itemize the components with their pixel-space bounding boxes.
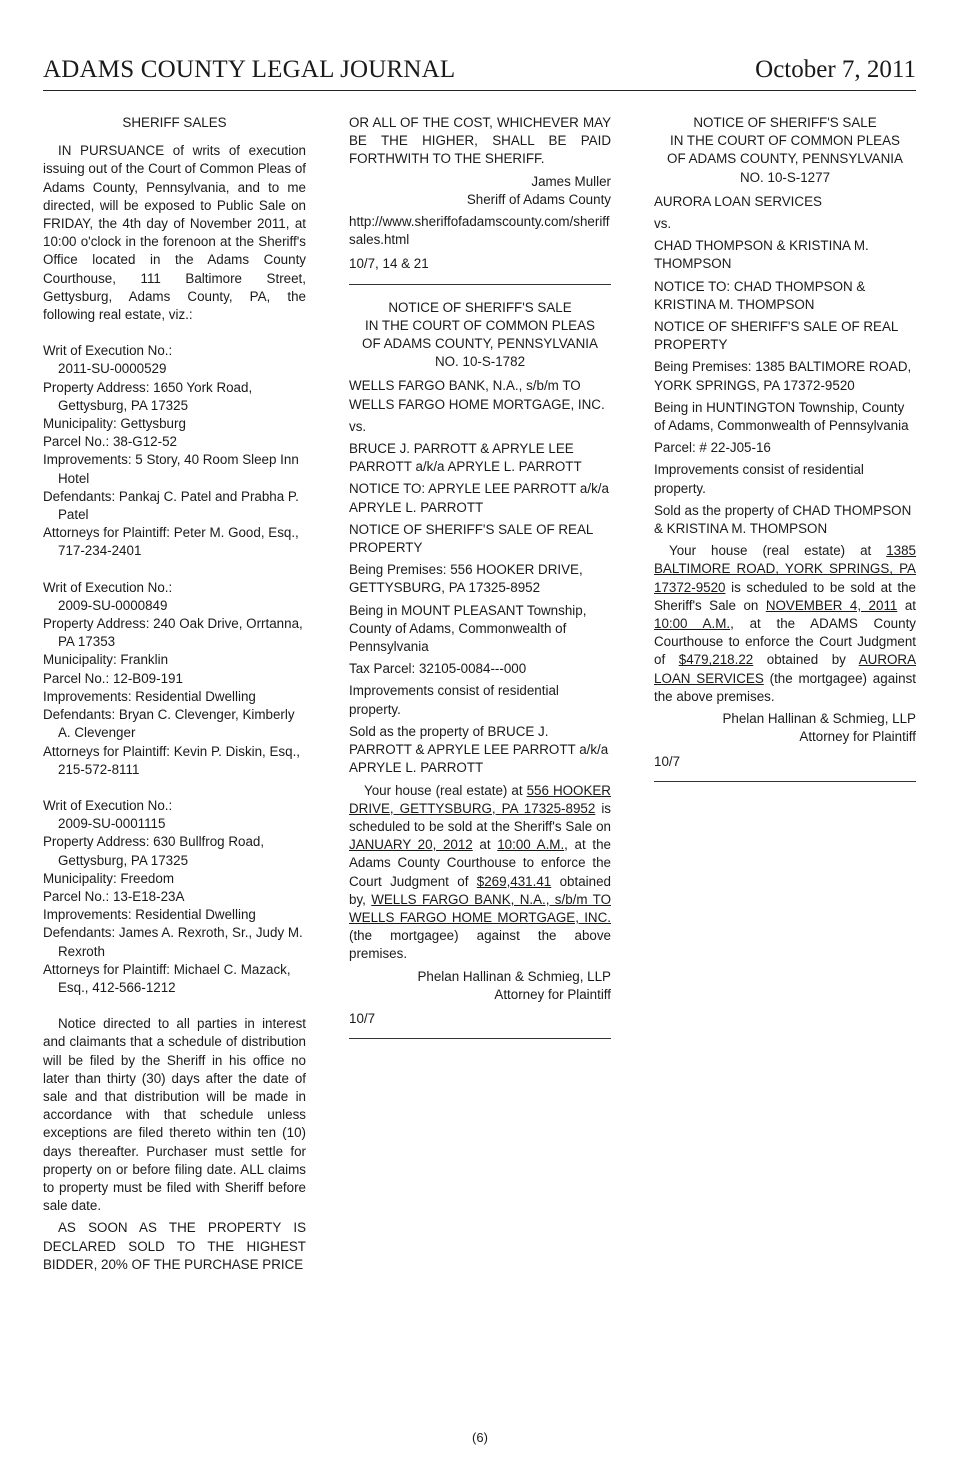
- text: is scheduled to be sold at the Sheriff's Sale on: [654, 579, 916, 613]
- property-address: Property Address: 240 Oak Drive, Orrtanna, PA 17353: [43, 616, 303, 650]
- writ-number: 2009-SU-0000849: [58, 597, 168, 613]
- sale-time: 10:00 A.M.: [497, 837, 565, 853]
- column-2: [349, 114, 611, 1039]
- township: Being in HUNTINGTON Township, County of Adams, Commonwealth of Pennsylvania: [654, 399, 909, 434]
- text: obtained by: [753, 652, 859, 668]
- writ-number: 2011-SU-0000529: [58, 361, 167, 377]
- sold-as: Sold as the property of BRUCE J. PARROTT & APRYLE LEE PARROTT a/k/a APRYLE L. PARROTT: [349, 723, 609, 776]
- notice-heading: NOTICE OF SHERIFF'S SALE: [693, 115, 877, 130]
- improvements: Improvements: Residential Dwelling: [43, 688, 256, 704]
- plaintiff: WELLS FARGO BANK, N.A., s/b/m TO WELLS FARGO HOME MORTGAGE, INC.: [349, 378, 605, 412]
- intro-paragraph: IN PURSUANCE of writs of execution issuing out of the Court of Common Pleas of Adams County, Pennsylvania, and to me directed, will be exposed to Public Sale on FRIDAY, the 4th day of November 2011, at 10:00 o'clock in the forenoon at the Sheriff's Office located in the Adams County Courthouse, 111 Baltimore Street, Gettysburg, Adams County, PA, the following real estate, viz.:: [43, 143, 306, 323]
- issue-date: October 7, 2011: [755, 56, 916, 83]
- improvements: Improvements consist of residential property.: [349, 683, 559, 717]
- premises: Being Premises: 556 HOOKER DRIVE, GETTYSBURG, PA 17325-8952: [349, 562, 583, 596]
- sale-date: NOVEMBER 4, 2011: [765, 597, 898, 613]
- mortgagee: WELLS FARGO BANK, N.A., s/b/m TO WELLS FARGO HOME MORTGAGE, INC.: [349, 891, 611, 925]
- sheriff-sales-url: http://www.sheriffofadamscounty.com/sheriffsales.html: [349, 214, 610, 248]
- sale-paragraph: [349, 782, 611, 964]
- property-address: Property Address: 1650 York Road, Gettysburg, PA 17325: [43, 379, 253, 413]
- sale-paragraph: [654, 542, 916, 706]
- attorney-role: Attorney for Plaintiff: [799, 729, 916, 745]
- notice-heading: NOTICE OF SHERIFF'S SALE: [388, 299, 572, 315]
- writ-label: Writ of Execution No.:: [43, 797, 173, 813]
- case-number: NO. 10-S-1277: [739, 169, 831, 185]
- defendants: Defendants: Bryan C. Clevenger, Kimberly A. Clevenger: [43, 707, 295, 741]
- plaintiff-attorneys: Attorneys for Plaintiff: Peter M. Good, Esq., 717-234-2401: [43, 525, 299, 559]
- versus: vs.: [654, 216, 672, 232]
- notice-block: [349, 299, 611, 1040]
- property-address: Property Address: 630 Bullfrog Road, Gettysburg, PA 17325: [43, 834, 265, 868]
- section-divider: [349, 284, 611, 285]
- column-1: [43, 114, 306, 1274]
- notice-to: NOTICE TO: APRYLE LEE PARROTT a/k/a APRYLE L. PARROTT: [349, 481, 609, 515]
- premises: Being Premises: 1385 BALTIMORE ROAD, YORK SPRINGS, PA 17372-9520: [654, 359, 912, 393]
- improvements: Improvements consist of residential property.: [654, 462, 864, 496]
- defendant: BRUCE J. PARROTT & APRYLE LEE PARROTT a/k/a APRYLE L. PARROTT: [349, 441, 582, 475]
- writ-number: 2009-SU-0001115: [58, 816, 166, 832]
- improvements: Improvements: 5 Story, 40 Room Sleep Inn Hotel: [43, 452, 299, 486]
- defendants: Defendants: Pankaj C. Patel and Prabha P. Patel: [43, 488, 299, 523]
- property-address: 1385 BALTIMORE ROAD, YORK SPRINGS, PA 17372-9520: [654, 543, 916, 595]
- attorney-role: Attorney for Plaintiff: [494, 986, 611, 1002]
- writ-entry: [43, 579, 306, 779]
- law-firm: Phelan Hallinan & Schmieg, LLP: [722, 711, 916, 727]
- law-firm: Phelan Hallinan & Schmieg, LLP: [417, 968, 611, 984]
- writ-entry: [43, 342, 306, 560]
- notice-of-sale: NOTICE OF SHERIFF'S SALE OF REAL PROPERTY: [654, 319, 898, 353]
- section-divider: [349, 1038, 611, 1039]
- court-heading: IN THE COURT OF COMMON PLEAS: [670, 133, 900, 149]
- sheriff-name: James Muller: [531, 173, 611, 189]
- parcel-number: Parcel No.: 12-B09-191: [43, 670, 183, 686]
- notice-date: 10/7: [349, 1010, 376, 1026]
- municipality: Municipality: Franklin: [43, 652, 169, 668]
- parcel-number: Parcel No.: 13-E18-23A: [43, 888, 185, 904]
- text: (the mortgagee) against the above premises.: [654, 670, 916, 704]
- improvements: Improvements: Residential Dwelling: [43, 907, 256, 923]
- township: Being in MOUNT PLEASANT Township, County of Adams, Commonwealth of Pennsylvania: [349, 602, 587, 655]
- defendant: CHAD THOMPSON & KRISTINA M. THOMPSON: [654, 238, 869, 272]
- municipality: Municipality: Freedom: [43, 870, 174, 886]
- sold-as: Sold as the property of CHAD THOMPSON & KRISTINA M. THOMPSON: [654, 502, 912, 537]
- distribution-notice: Notice directed to all parties in interest and claimants that a schedule of distribution will be filed by the Sheriff in his office no later than thirty (30) days after the date of sale and that distribution will be made in accordance with that schedule unless exceptions are filed thereto within ten (10) days thereafter. Purchaser must settle for property on or before filing date. ALL claims to property must be filed with Sheriff before sale date.: [43, 1016, 306, 1214]
- mortgagee: AURORA LOAN SERVICES: [654, 652, 917, 686]
- writ-entry: [43, 797, 306, 997]
- text: (the mortgagee) against the above premises.: [349, 928, 611, 962]
- plaintiff: AURORA LOAN SERVICES: [654, 193, 822, 209]
- judgment-amount: $479,218.22: [678, 652, 754, 668]
- notice-date: 10/7: [654, 753, 681, 769]
- judgment-amount: $269,431.41: [476, 873, 552, 889]
- text: , at the ADAMS County Courthouse to enforce the Court Judgment of: [654, 616, 916, 668]
- column-3: [654, 114, 916, 782]
- municipality: Municipality: Gettysburg: [43, 416, 186, 432]
- page-header: [43, 52, 916, 91]
- county-heading: OF ADAMS COUNTY, PENNSYLVANIA: [362, 336, 598, 352]
- text: at: [472, 837, 498, 853]
- court-heading: IN THE COURT OF COMMON PLEAS: [365, 317, 595, 333]
- sheriff-title: Sheriff of Adams County: [466, 191, 611, 207]
- section-divider: [654, 781, 916, 782]
- section-heading: SHERIFF SALES: [122, 115, 227, 130]
- notice-to: NOTICE TO: CHAD THOMPSON & KRISTINA M. THOMPSON: [654, 278, 866, 312]
- sale-date: JANUARY 20, 2012: [349, 837, 473, 853]
- text: Your house (real estate) at: [669, 543, 887, 559]
- text: at: [897, 597, 916, 613]
- text: is scheduled to be sold at the Sheriff's Sale on: [349, 800, 611, 834]
- plaintiff-attorneys: Attorneys for Plaintiff: Kevin P. Diskin, Esq., 215-572-8111: [43, 743, 301, 777]
- notice-of-sale: NOTICE OF SHERIFF'S SALE OF REAL PROPERTY: [349, 521, 593, 556]
- payment-terms-caps: AS SOON AS THE PROPERTY IS DECLARED SOLD TO THE HIGHEST BIDDER, 20% OF THE PURCHASE PRICE: [43, 1220, 306, 1272]
- journal-title: ADAMS COUNTY LEGAL JOURNAL: [43, 56, 456, 83]
- county-heading: OF ADAMS COUNTY, PENNSYLVANIA: [667, 151, 903, 167]
- property-address: 556 HOOKER DRIVE, GETTYSBURG, PA 17325-8952: [349, 782, 611, 816]
- tax-parcel: Tax Parcel: 32105-0084---000: [349, 661, 527, 677]
- publication-dates: 10/7, 14 & 21: [349, 256, 429, 272]
- notice-block: [654, 114, 916, 782]
- sale-time: 10:00 A.M.: [654, 616, 731, 632]
- text: Your house (real estate) at: [364, 782, 527, 798]
- writ-label: Writ of Execution No.:: [43, 343, 173, 359]
- parcel-number: Parcel No.: 38-G12-52: [43, 434, 177, 450]
- defendants: Defendants: James A. Rexroth, Sr., Judy M. Rexroth: [43, 925, 303, 959]
- versus: vs.: [349, 418, 367, 434]
- text: , at the Adams County Courthouse to enforce the Court Judgment of: [349, 837, 611, 889]
- text: obtained by,: [349, 873, 611, 907]
- page-number: (6): [472, 1430, 488, 1445]
- parcel-number: Parcel: # 22-J05-16: [654, 440, 771, 456]
- payment-terms-caps-continued: OR ALL OF THE COST, WHICHEVER MAY BE THE HIGHER, SHALL BE PAID FORTHWITH TO THE SHERIFF.: [349, 115, 611, 167]
- case-number: NO. 10-S-1782: [434, 354, 526, 370]
- writ-label: Writ of Execution No.:: [43, 579, 173, 595]
- plaintiff-attorneys: Attorneys for Plaintiff: Michael C. Mazack, Esq., 412-566-1212: [43, 961, 291, 995]
